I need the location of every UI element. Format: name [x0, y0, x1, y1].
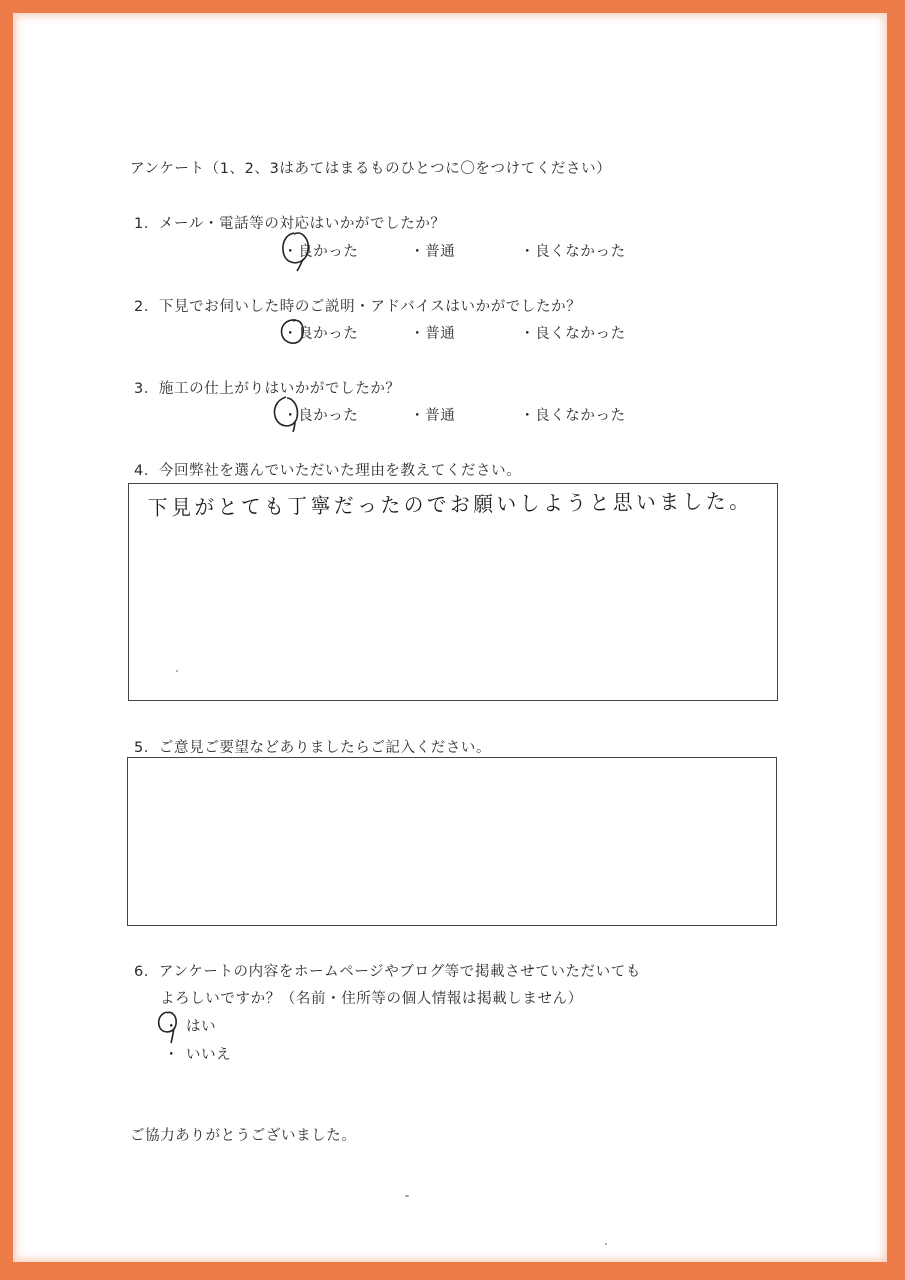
q3-option-good[interactable]: ・良かった — [283, 408, 359, 424]
q6-option-yes[interactable]: はい — [186, 1019, 217, 1035]
q6-option-yes-bullet: ・ — [164, 1019, 180, 1035]
q2-option-bad[interactable]: ・良くなかった — [520, 326, 626, 342]
q2-question: 2．下見でお伺いした時のご説明・アドバイスはいかがでしたか？ — [134, 299, 582, 315]
paper-speck — [605, 1243, 607, 1245]
q3-option-bad[interactable]: ・良くなかった — [520, 408, 626, 424]
q2-option-good[interactable]: ・良かった — [283, 326, 359, 342]
q3-selected-circle-mark — [268, 392, 306, 436]
q3-option-average[interactable]: ・普通 — [410, 408, 456, 424]
paper-speck — [405, 1195, 409, 1197]
q1-selected-circle-mark — [278, 228, 318, 274]
q5-answer-box[interactable] — [127, 757, 777, 926]
q1-option-average[interactable]: ・普通 — [410, 244, 456, 260]
q3-question: 3．施工の仕上がりはいかがでしたか？ — [134, 381, 401, 397]
q1-option-good[interactable]: ・良かった — [283, 244, 359, 260]
closing-message: ご協力ありがとうございました。 — [130, 1128, 357, 1144]
paper-speck — [176, 670, 178, 672]
q2-option-average[interactable]: ・普通 — [410, 326, 456, 342]
q1-option-bad[interactable]: ・良くなかった — [520, 244, 626, 260]
survey-intro: アンケート（1、2、3はあてはまるものひとつに〇をつけてください） — [130, 161, 612, 177]
q4-handwritten-answer: 下見がとても丁寧だったのでお願いしようと思いました。 — [147, 489, 753, 520]
q6-option-no[interactable]: いいえ — [186, 1047, 232, 1063]
q4-question: 4．今回弊社を選んでいただいた理由を教えてください。 — [134, 463, 522, 479]
q6-selected-circle-mark — [155, 1008, 185, 1048]
q6-option-no-bullet: ・ — [164, 1047, 180, 1063]
q2-selected-circle-mark — [276, 316, 312, 348]
q5-question: 5．ご意見ご要望などありましたらご記入ください。 — [134, 740, 492, 756]
q6-question-line1: 6．アンケートの内容をホームページやブログ等で掲載させていただいても — [134, 964, 641, 980]
q1-question: 1．メール・電話等の対応はいかがでしたか？ — [134, 216, 446, 232]
q6-question-line2: よろしいですか？（名前・住所等の個人情報は掲載しません） — [160, 991, 583, 1007]
